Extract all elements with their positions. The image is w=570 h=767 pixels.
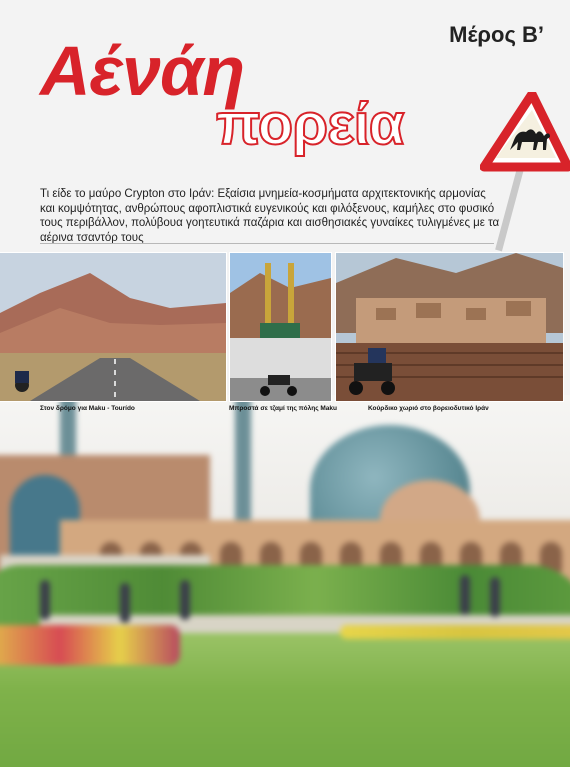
background-mosque-photo: [0, 395, 570, 767]
intro-paragraph: Τι είδε το μαύρο Crypton στο Ιράν: Εξαίσια μνημεία-κοσμήματα αρχιτεκτονικής αρμονίας και κομψότητας, ανθρώπους αφοπλιστικά ευγενικούς και φιλόξενους, καμήλες στο φυσικό τους περιβάλλον, πολύβουα γοητευτικά παζάρια και αισθησιακές γυναίκες τυλιγμένες με τα αέρινα τσαντόρ τους: [40, 188, 500, 244]
photo-caption-3: Κούρδικο χωριό στο βορειοδυτικό Ιράν: [368, 405, 489, 412]
photo-caption-2: Μπροστά σε τζαμί της πόλης Maku: [229, 405, 338, 412]
photo-village: [335, 252, 564, 402]
divider: [40, 243, 494, 244]
photo-caption-1: Στον δρόμο για Maku - Tourído: [40, 405, 135, 412]
part-label: Μέρος Β’: [449, 22, 544, 47]
photo-road-mountains: [0, 252, 227, 402]
title-line-1: Αένάη: [40, 32, 245, 110]
title-line-2: πορεία: [216, 92, 404, 157]
photo-mosque: [229, 252, 332, 402]
